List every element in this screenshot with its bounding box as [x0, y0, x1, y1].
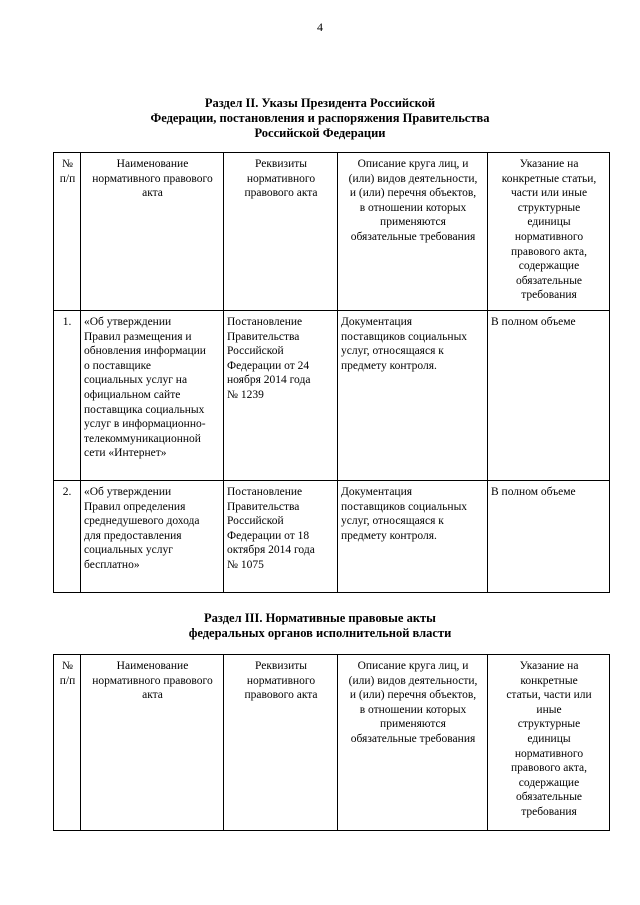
header-act-details: Реквизиты нормативного правового акта: [224, 655, 338, 831]
header-number: № п/п: [54, 153, 81, 311]
header-act-name: Наименование нормативного правового акта: [81, 153, 224, 311]
header-act-details: Реквизиты нормативного правового акта: [224, 153, 338, 311]
row-description: Документация поставщиков социальных услуг, относящаяся к предмету контроля.: [338, 481, 488, 593]
section-2-title-line: Российской Федерации: [254, 126, 386, 140]
row-number: 2.: [54, 481, 81, 593]
row-description: Документация поставщиков социальных услуг, относящаяся к предмету контроля.: [338, 311, 488, 481]
section-2-table: [53, 152, 610, 593]
header-number: № п/п: [54, 655, 81, 831]
header-description: Описание круга лиц, и (или) видов деятельности, и (или) перечня объектов, в отношении которых применяются обязательные требования: [338, 153, 488, 311]
section-3-title-line: федеральных органов исполнительной власти: [188, 626, 452, 640]
row-act-name: «Об утверждении Правил определения среднедушевого дохода для предоставления социальных услуг бесплатно»: [81, 481, 224, 593]
header-reference: Указание на конкретные статьи, части или иные структурные единицы нормативного правового акта, содержащие обязательные требования: [488, 153, 610, 311]
header-description: Описание круга лиц, и (или) видов деятельности, и (или) перечня объектов, в отношении которых применяются обязательные требования: [338, 655, 488, 831]
table-row: [54, 311, 610, 481]
row-act-name: «Об утверждении Правил размещения и обновления информации о поставщике социальных услуг на официальном сайте поставщика социальных услуг в информационно- телекоммуникационной сети «Интернет»: [81, 311, 224, 481]
section-2-title-line: Раздел II. Указы Президента Российской: [204, 96, 436, 110]
table-header-row: [54, 153, 610, 311]
section-2-title: [60, 96, 580, 141]
section-3-title-line: Раздел III. Нормативные правовые акты: [204, 611, 436, 625]
row-reference: В полном объеме: [488, 311, 610, 481]
header-act-name: Наименование нормативного правового акта: [81, 655, 224, 831]
row-number: 1.: [54, 311, 81, 481]
table-row: [54, 481, 610, 593]
header-reference: Указание на конкретные статьи, части или иные структурные единицы нормативного правового акта, содержащие обязательные требования: [488, 655, 610, 831]
section-3-table: [53, 654, 610, 831]
section-2-title-line: Федерации, постановления и распоряжения Правительства: [150, 111, 490, 125]
row-reference: В полном объеме: [488, 481, 610, 593]
section-3-title: [60, 611, 580, 641]
page-number: 4: [317, 20, 323, 34]
table-header-row: [54, 655, 610, 831]
row-act-details: Постановление Правительства Российской Федерации от 24 ноября 2014 года № 1239: [224, 311, 338, 481]
row-act-details: Постановление Правительства Российской Федерации от 18 октября 2014 года № 1075: [224, 481, 338, 593]
